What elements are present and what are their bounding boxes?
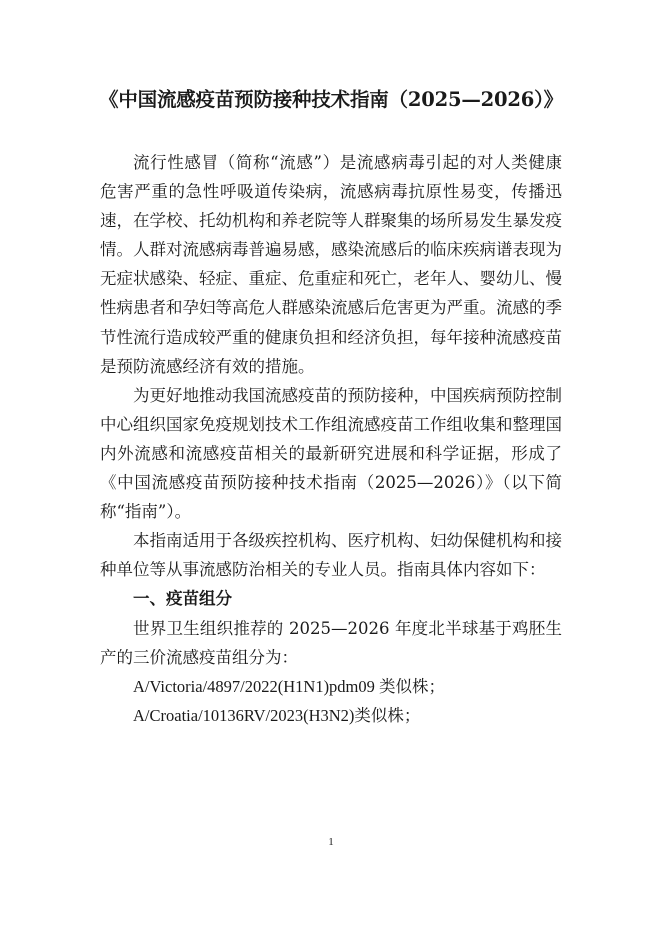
- strain-h1n1: A/Victoria/4897/2022(H1N1)pdm09 类似株；: [133, 676, 446, 696]
- paragraph-scope: 本指南适用于各级疾控机构、医疗机构、妇幼保健机构和接种单位等从事流感防治相关的专业人员。指南具体内容如下：: [100, 531, 562, 580]
- paragraph-intro: 流行性感冒（简称“流感”）是流感病毒引起的对人类健康危害严重的急性呼吸道传染病，流感病毒抗原性易变，传播迅速，在学校、托幼机构和养老院等人群聚集的场所易发生暴发疫情。人群对流感病毒普遍易感，感染流感后的临床疾病谱表现为无症状感染、轻症、重症、危重症和死亡，老年人、婴幼儿、慢性病患者和孕妇等高危人群感染流感后危害更为严重。流感的季节性流行造成较严重的健康负担和经济负担，每年接种流感疫苗是预防流感经济有效的措施。: [100, 153, 562, 376]
- paragraph-who-recommendation: 世界卫生组织推荐的 2025—2026 年度北半球基于鸡胚生产的三价流感疫苗组分为：: [100, 618, 562, 667]
- document-body: [100, 148, 562, 730]
- page-number: 1: [328, 836, 334, 848]
- document-title: 《中国流感疫苗预防接种技术指南（2025—2026）》: [99, 88, 563, 111]
- section-heading-vaccine-components: 一、疫苗组分: [133, 589, 232, 609]
- paragraph-purpose: 为更好地推动我国流感疫苗的预防接种，中国疾病预防控制中心组织国家免疫规划技术工作组流感疫苗工作组收集和整理国内外流感和流感疫苗相关的最新研究进展和科学证据，形成了《中国流感疫苗预防接种技术指南（2025—2026）》（以下简称“指南”）。: [100, 385, 562, 522]
- strain-h3n2: A/Croatia/10136RV/2023(H3N2)类似株；: [133, 705, 421, 725]
